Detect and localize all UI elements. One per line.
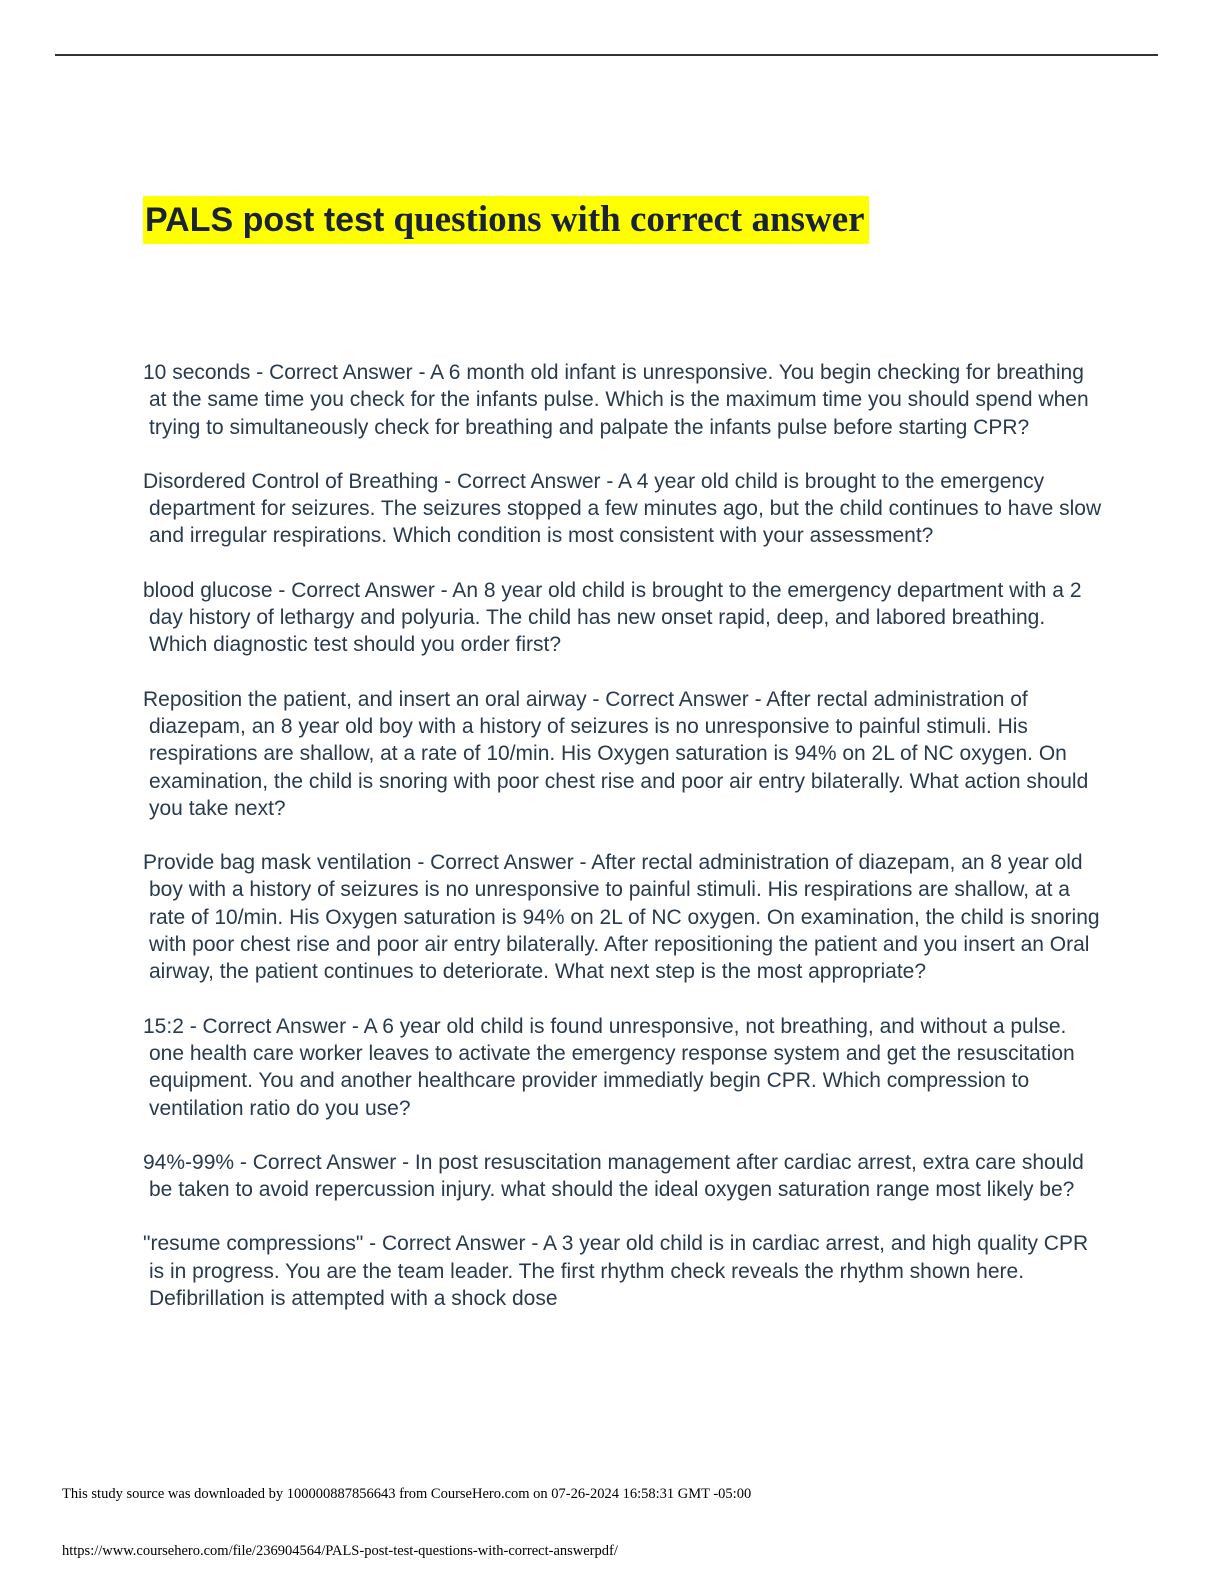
qa-item: 94%-99% - Correct Answer - In post resuscitation management after cardiac arrest, extra care should be taken to avoid repercussion injury. what should the ideal oxygen saturation range most likely be? [143,1150,1084,1202]
qa-item: Reposition the patient, and insert an oral airway - Correct Answer - After rectal administration of diazepam, an 8 year old boy with a history of seizures is no unresponsive to painful stimuli. His respirations are shallow, at a rate of 10/min. His Oxygen saturation is 94% on 2L of NC oxygen. On examination, the child is snoring with poor chest rise and poor air entry bilaterally. What action should you take next? [143,687,1089,820]
header-rule [55,54,1158,56]
qa-item: Provide bag mask ventilation - Correct Answer - After rectal administration of diazepam, an 8 year old boy with a history of seizures is no unresponsive to painful stimuli. His respirations are shallow, at a rate of 10/min. His Oxygen saturation is 94% on 2L of NC oxygen. On examination, the child is snoring with poor chest rise and poor air entry bilaterally. After repositioning the patient and you insert an Oral airway, the patient continues to deteriorate. What next step is the most appropriate? [143,851,1100,984]
qa-item: 15:2 - Correct Answer - A 6 year old child is found unresponsive, not breathing, and without a pulse. one health care worker leaves to activate the emergency response system and get the resuscitation equipment. You and another healthcare provider immediatly begin CPR. Which compression to ventilation ratio do you use? [143,1014,1075,1120]
title-part-1: PALS post test [145,201,385,239]
title-part-2: questions with correct answer [384,199,865,240]
qa-item: blood glucose - Correct Answer - An 8 year old child is brought to the emergency department with a 2 day history of lethargy and polyuria. The child has new onset rapid, deep, and labored breathing. Which diagnostic test should you order first? [143,578,1082,657]
qa-list [143,359,1103,1339]
qa-item: 10 seconds - Correct Answer - A 6 month old infant is unresponsive. You begin checking for breathing at the same time you check for the infants pulse. Which is the maximum time you should spend when trying to simultaneously check for breathing and palpate the infants pulse before starting CPR? [143,361,1089,439]
footer-source-line: This study source was downloaded by 100000887856643 from CourseHero.com on 07-26-2024 16:58:31 GMT -05:00 [62,1486,752,1502]
qa-item: "resume compressions" - Correct Answer - A 3 year old child is in cardiac arrest, and high quality CPR is in progress. You are the team leader. The first rhythm check reveals the rhythm shown here. Defibrillation is attempted with a shock dose [143,1232,1089,1311]
qa-item: Disordered Control of Breathing - Correct Answer - A 4 year old child is brought to the emergency department for seizures. The seizures stopped a few minutes ago, but the child continues to have slow and irregular respirations. Which condition is most consistent with your assessment? [143,469,1102,548]
footer-url[interactable]: https://www.coursehero.com/file/236904564/PALS-post-test-questions-with-correct-answerpdf/ [62,1543,618,1559]
page-title [143,196,869,244]
